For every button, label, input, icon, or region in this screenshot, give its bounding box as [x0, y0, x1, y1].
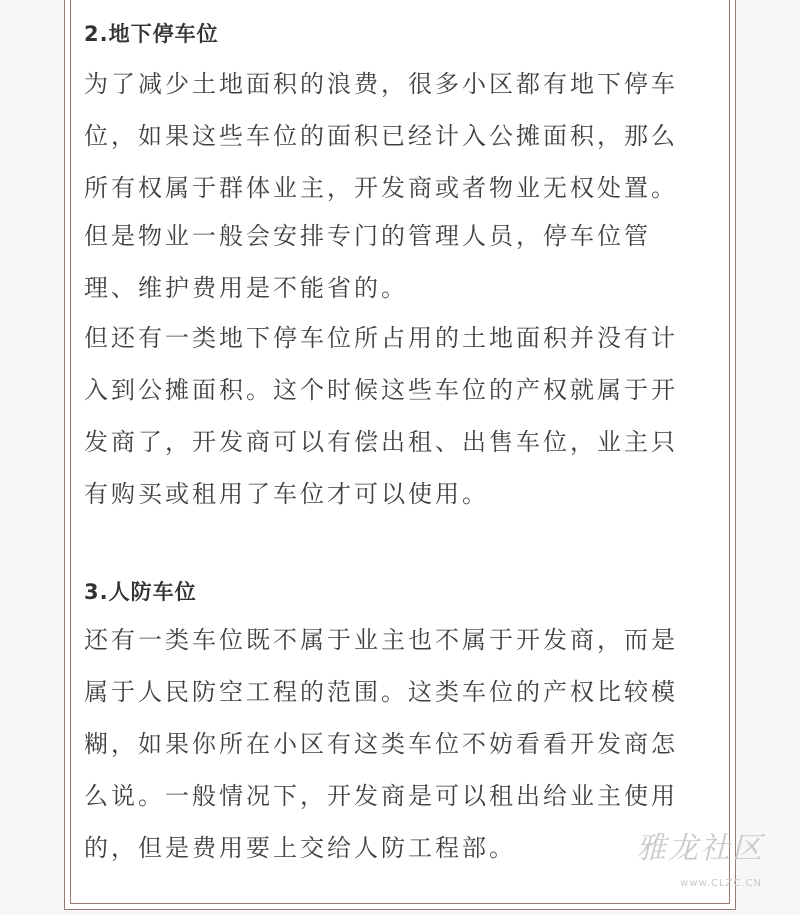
- section-2-paragraph-1: [84, 58, 724, 214]
- text-line: 理、维护费用是不能省的。: [84, 274, 408, 302]
- section-3-heading: 3.人防车位: [84, 580, 197, 604]
- text-line: 位，如果这些车位的面积已经计入公摊面积，那么: [84, 122, 678, 150]
- text-line: 还有一类车位既不属于业主也不属于开发商，而是: [84, 626, 678, 654]
- text-line: 的，但是费用要上交给人防工程部。: [84, 834, 516, 862]
- text-line: 但还有一类地下停车位所占用的土地面积并没有计: [84, 324, 678, 352]
- text-line: 发商了，开发商可以有偿出租、出售车位，业主只: [84, 428, 678, 456]
- text-line: 入到公摊面积。这个时候这些车位的产权就属于开: [84, 376, 678, 404]
- text-line: 所有权属于群体业主，开发商或者物业无权处置。: [84, 174, 678, 202]
- section-2-paragraph-3: [84, 312, 724, 520]
- text-line: 为了减少土地面积的浪费，很多小区都有地下停车: [84, 70, 678, 98]
- text-line: 糊，如果你所在小区有这类车位不妨看看开发商怎: [84, 730, 678, 758]
- watermark-logo: 雅龙社区: [636, 831, 764, 866]
- text-line: 有购买或租用了车位才可以使用。: [84, 480, 489, 508]
- watermark-url: www.CLZC.CN: [680, 878, 762, 889]
- text-line: 么说。一般情况下，开发商是可以租出给业主使用: [84, 782, 678, 810]
- section-3-paragraph-1: [84, 614, 724, 874]
- text-line: 但是物业一般会安排专门的管理人员，停车位管: [84, 222, 651, 250]
- section-2-heading: 2.地下停车位: [84, 22, 219, 46]
- section-2-paragraph-2: [84, 210, 724, 314]
- text-line: 属于人民防空工程的范围。这类车位的产权比较模: [84, 678, 678, 706]
